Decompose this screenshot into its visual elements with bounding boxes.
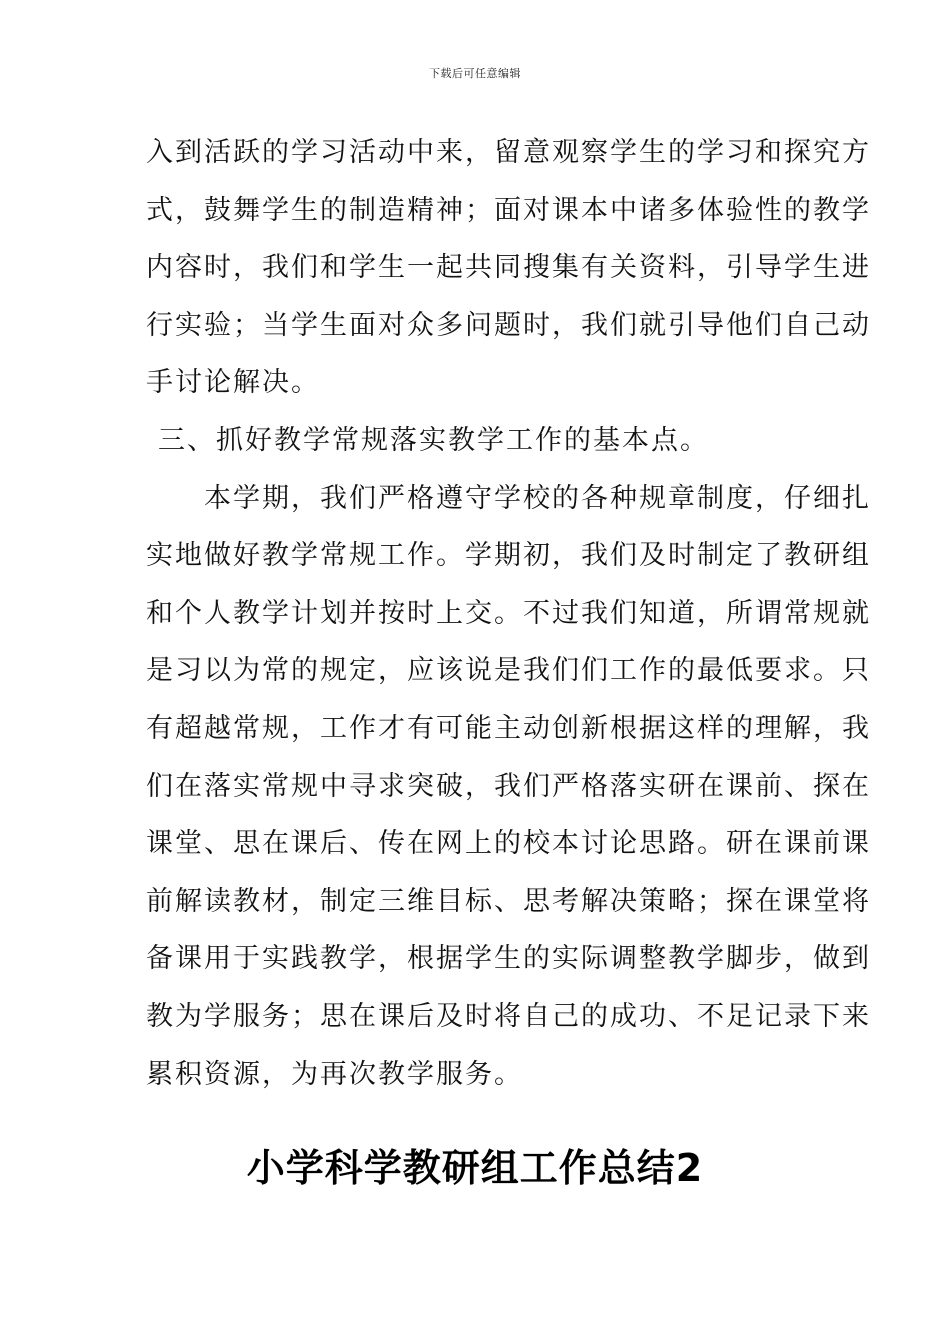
body-line: 本学期，我们严格遵守学校的各种规章制度，仔细扎 (146, 482, 871, 514)
body-line: 手讨论解决。 (146, 367, 320, 399)
document-title: 小学科学教研组工作总结2 (246, 1146, 704, 1190)
section-heading: 三、抓好教学常规落实教学工作的基本点。 (158, 424, 709, 456)
page-header: 下载后可任意编辑 (429, 67, 521, 80)
body-line: 备课用于实践教学，根据学生的实际调整教学脚步，做到 (146, 943, 871, 975)
body-line: 和个人教学计划并按时上交。不过我们知道，所谓常规就 (146, 597, 871, 629)
body-line: 是习以为常的规定，应该说是我们们工作的最低要求。只 (146, 655, 871, 687)
body-line: 们在落实常规中寻求突破，我们严格落实研在课前、探在 (146, 770, 871, 802)
body-line: 入到活跃的学习活动中来，留意观察学生的学习和探究方 (146, 137, 871, 168)
body-line: 内容时，我们和学生一起共同搜集有关资料，引导学生进 (146, 252, 871, 284)
document-body (146, 124, 871, 1103)
body-line: 实地做好教学常规工作。学期初，我们及时制定了教研组 (146, 540, 871, 572)
body-line: 前解读教材，制定三维目标、思考解决策略；探在课堂将 (146, 885, 871, 917)
body-line: 累积资源，为再次教学服务。 (146, 1058, 523, 1090)
body-line: 课堂、思在课后、传在网上的校本讨论思路。研在课前课 (146, 828, 871, 860)
body-line: 有超越常规，工作才有可能主动创新根据这样的理解，我 (146, 712, 871, 744)
body-line: 教为学服务；思在课后及时将自己的成功、不足记录下来 (146, 1000, 871, 1032)
body-line: 行实验；当学生面对众多问题时，我们就引导他们自己动 (146, 309, 871, 341)
body-line: 式，鼓舞学生的制造精神；面对课本中诸多体验性的教学 (146, 194, 871, 226)
